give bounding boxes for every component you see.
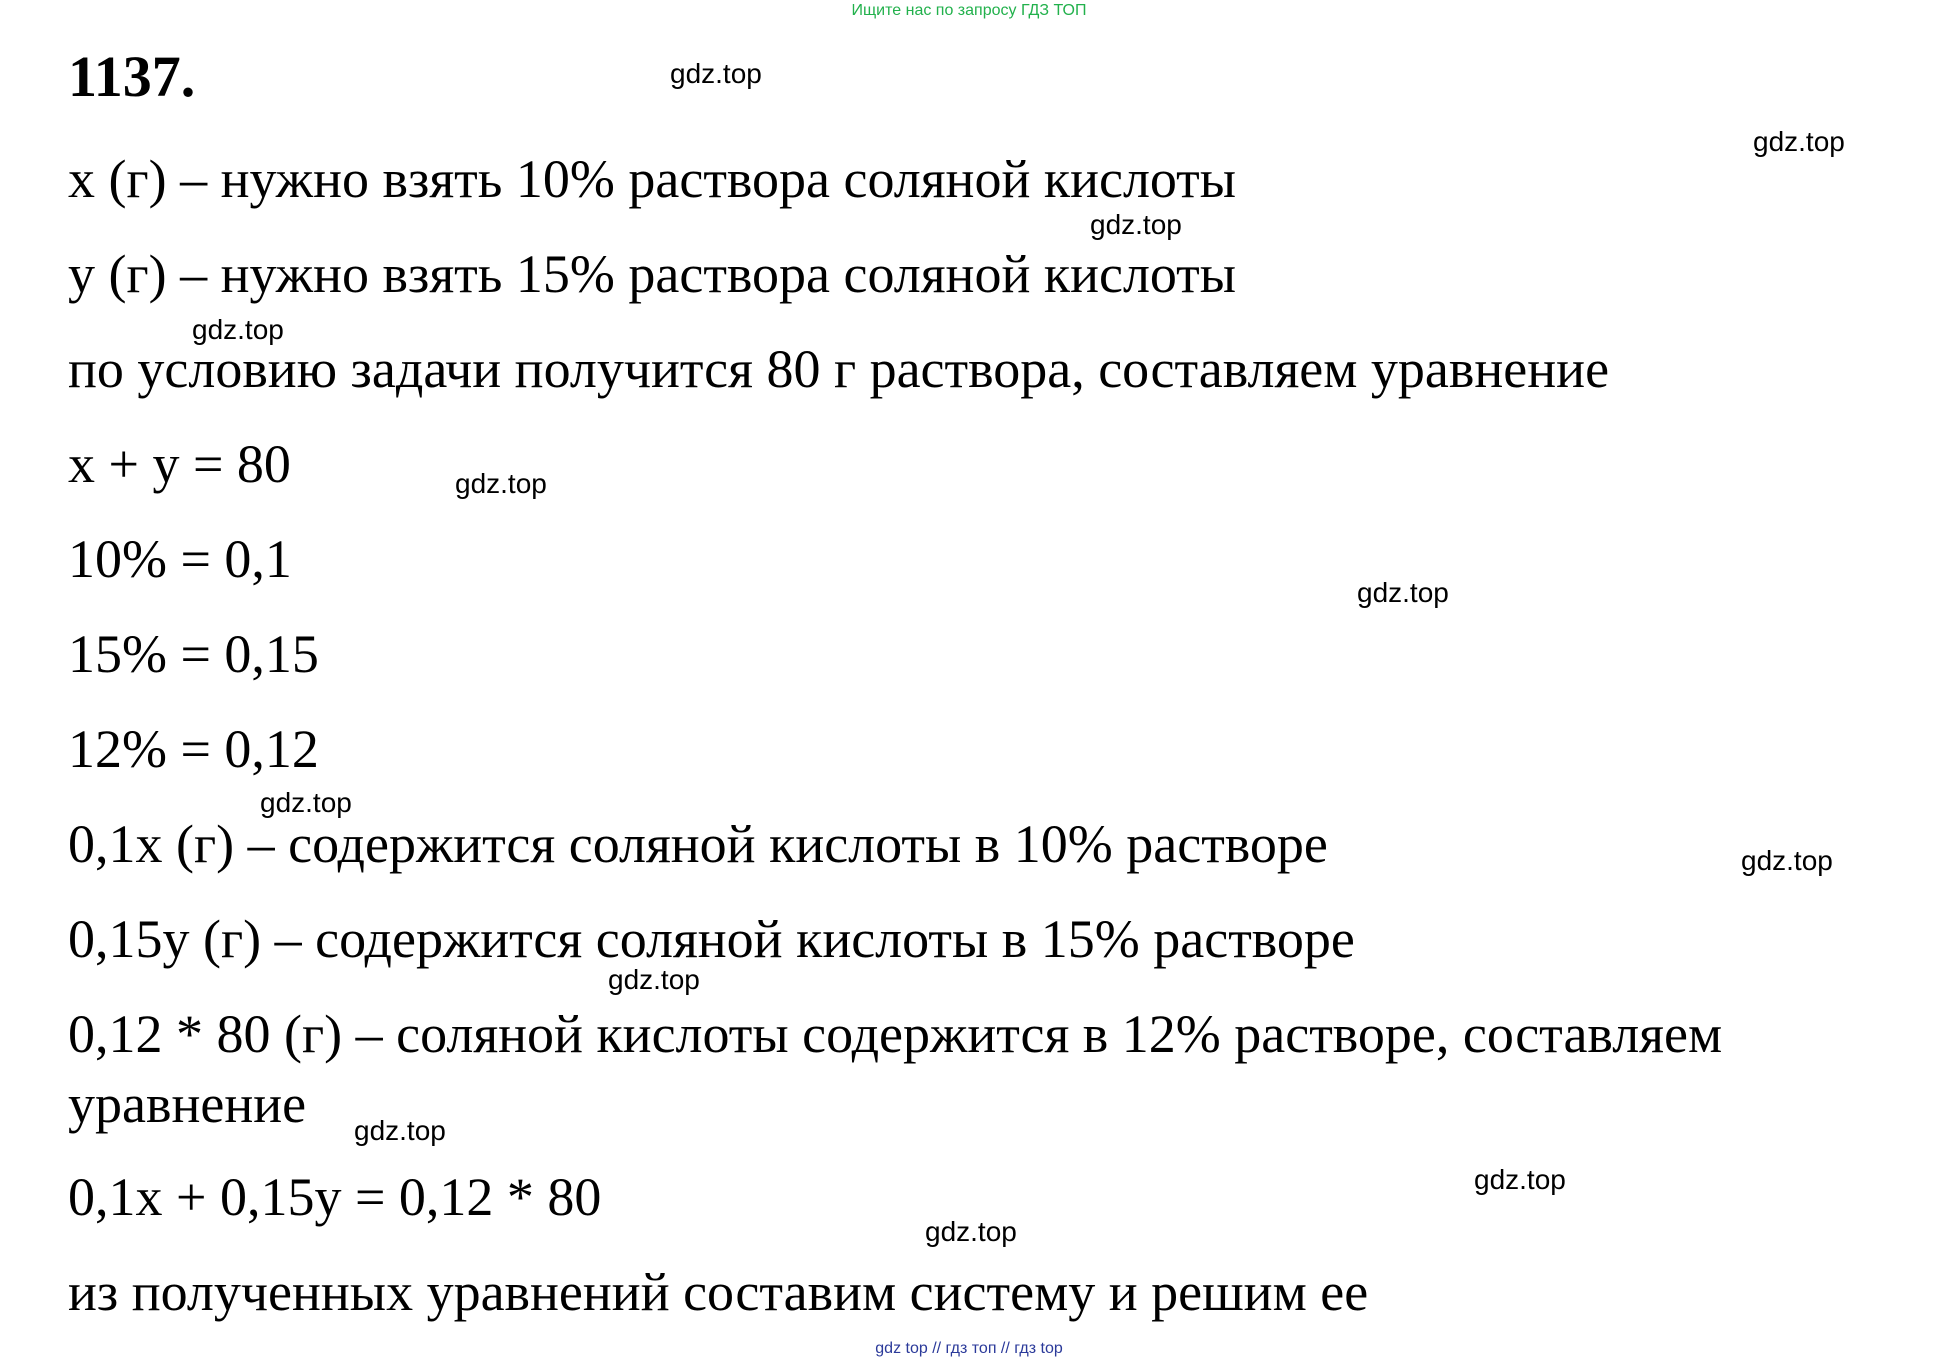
watermark: gdz.top — [192, 314, 284, 345]
footer: gdz top // гдз топ // гдз top — [875, 1340, 1063, 1357]
watermark: gdz.top — [608, 964, 700, 995]
percent-conversion: 10% = 0,1 — [68, 529, 292, 589]
solution-line: по условию задачи получится 80 г раствора, составляем уравнение — [68, 339, 1610, 399]
top-banner: Ищите нас по запросу ГДЗ ТОП — [851, 2, 1087, 19]
solution-line: y (г) – нужно взять 15% раствора соляной кислоты — [68, 244, 1237, 304]
percent-conversion: 12% = 0,12 — [68, 719, 319, 779]
watermark: gdz.top — [1741, 845, 1833, 876]
watermark: gdz.top — [925, 1216, 1017, 1247]
solution-line: из полученных уравнений составим систему и решим ее — [68, 1262, 1369, 1322]
watermark: gdz.top — [354, 1115, 446, 1146]
solution-line: x (г) – нужно взять 10% раствора соляной кислоты — [68, 149, 1237, 209]
solution-line: 0,12 * 80 (г) – соляной кислоты содержится в 12% растворе, составляем — [68, 1004, 1723, 1064]
problem-number: 1137. — [68, 44, 196, 109]
watermark: gdz.top — [1753, 126, 1845, 157]
watermark: gdz.top — [260, 787, 352, 818]
watermark: gdz.top — [455, 468, 547, 499]
solution-line: 0,1x (г) – содержится соляной кислоты в 10% растворе — [68, 814, 1328, 874]
watermark: gdz.top — [670, 58, 762, 89]
equation-line: 0,1x + 0,15y = 0,12 * 80 — [68, 1167, 602, 1227]
watermark: gdz.top — [1090, 209, 1182, 240]
solution-line: 0,15y (г) – содержится соляной кислоты в 15% растворе — [68, 909, 1355, 969]
watermark: gdz.top — [1474, 1164, 1566, 1195]
percent-conversion: 15% = 0,15 — [68, 624, 319, 684]
solution-line-continuation: уравнение — [68, 1074, 307, 1134]
watermark: gdz.top — [1357, 577, 1449, 608]
equation-line: x + y = 80 — [68, 434, 291, 494]
